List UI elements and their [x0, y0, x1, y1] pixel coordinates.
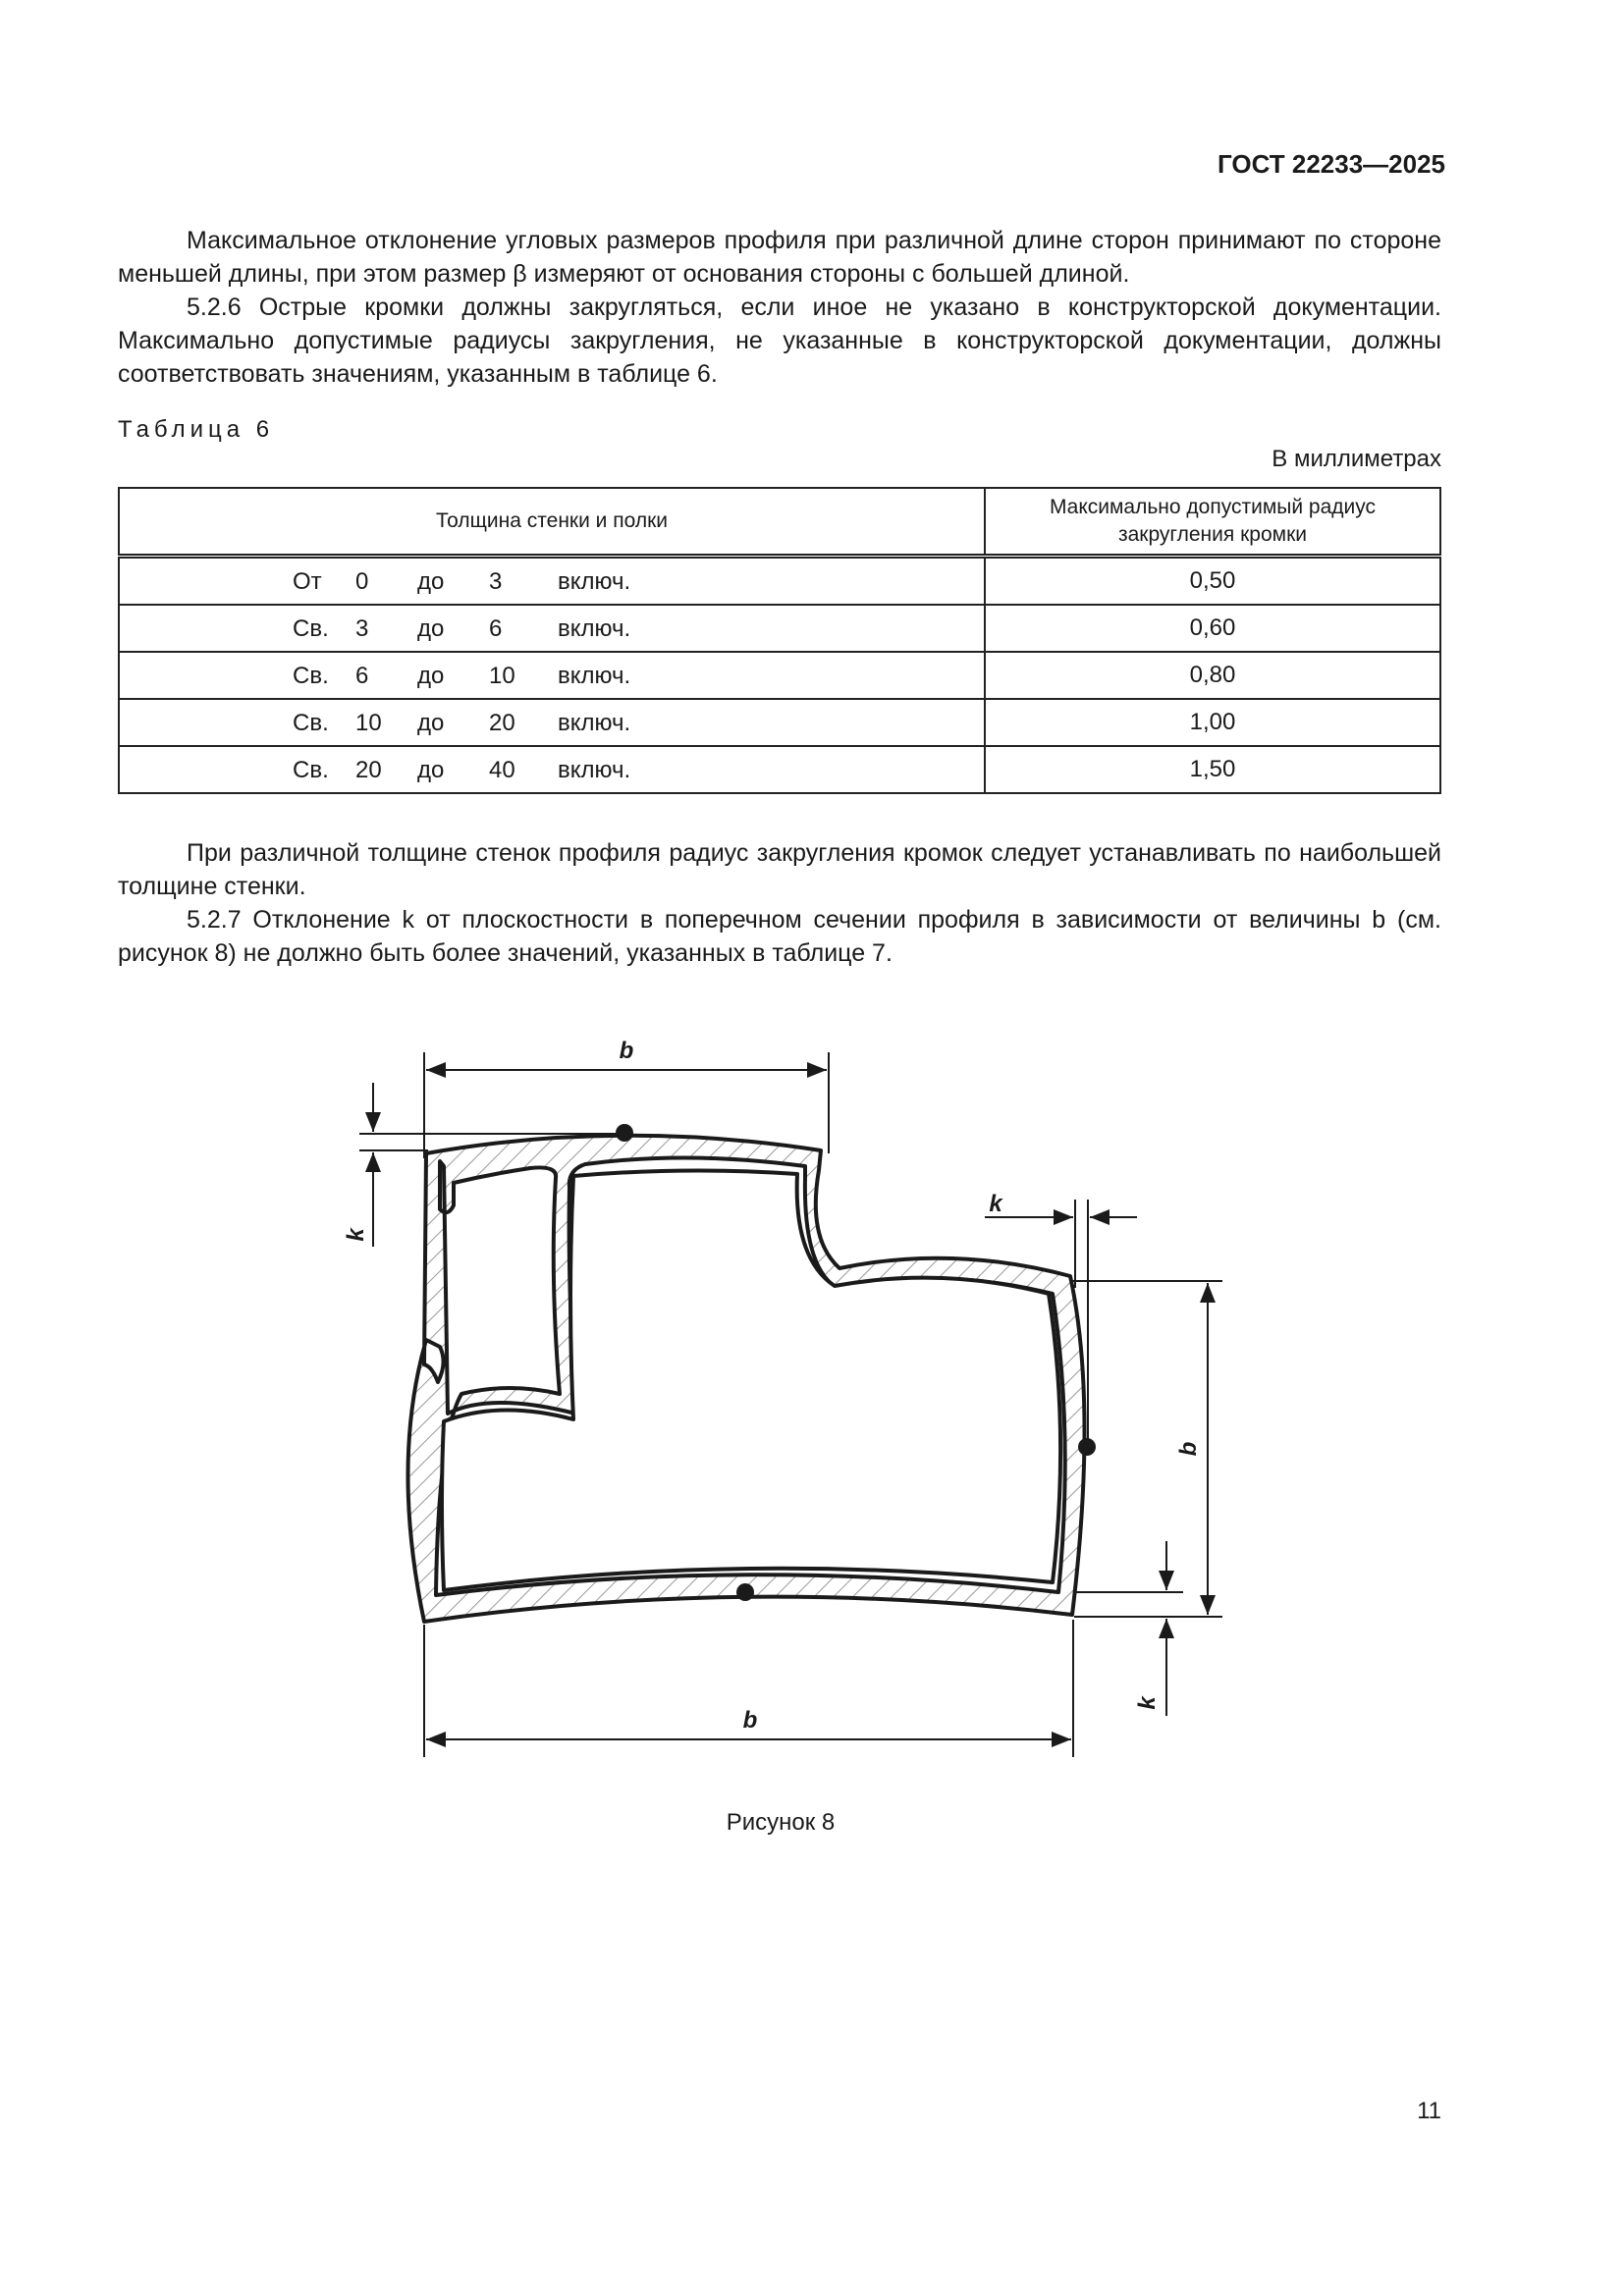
- range-to: 40: [489, 757, 515, 783]
- range-prefix: От: [293, 568, 322, 595]
- document-number: ГОСТ 22233—2025: [1218, 149, 1445, 179]
- page-number: 11: [1417, 2098, 1441, 2124]
- paragraph-thickness-note: При различной толщине стенок профиля радиус закругления кромок следует устанавливать по наибольшей толщине стенки.: [118, 839, 1441, 900]
- range-suffix: включ.: [558, 615, 631, 642]
- range-prefix: Св.: [293, 710, 329, 736]
- range-to: 20: [489, 710, 515, 736]
- range-to-word: до: [417, 615, 445, 642]
- range-to-word: до: [417, 568, 445, 595]
- contact-point-bottom: [736, 1583, 754, 1601]
- paragraph-5-2-7: 5.2.7 Отклонение k от плоскостности в поперечном сечении профиля в зависимости от величины b (см. рисунок 8) не должно быть более значений, указанных в таблице 7.: [118, 906, 1441, 967]
- dimension-k-bottom-right: [1074, 1541, 1183, 1716]
- paragraph-angle-deviation: Максимальное отклонение угловых размеров профиля при различной длине сторон принимают по стороне меньшей длины, при этом размер β измеряют от основания стороны с большей длиной.: [118, 227, 1441, 288]
- radius-value-cell: 0,60: [985, 605, 1440, 652]
- range-from: 20: [355, 757, 382, 783]
- profile-inner-contour: [442, 1170, 1060, 1590]
- range-to-word: до: [417, 663, 445, 689]
- paragraph-5-2-6: 5.2.6 Острые кромки должны закругляться, если иное не указано в конструкторской документации. Максимально допустимые радиусы закругления, не указанные в конструкторской документации, должны соответствовать значениям, указанным в таблице 6.: [118, 294, 1441, 388]
- range-to-word: до: [417, 710, 445, 736]
- header-radius: Максимально допустимый радиус закругления кромки: [985, 488, 1440, 557]
- range-from: 10: [355, 710, 382, 736]
- range-to: 6: [489, 615, 503, 642]
- range-suffix: включ.: [558, 663, 631, 689]
- range-suffix: включ.: [558, 568, 631, 595]
- table-units: В миллиметрах: [1272, 446, 1441, 472]
- range-to-word: до: [417, 757, 445, 783]
- radius-value-cell: 1,00: [985, 699, 1440, 746]
- dimension-b-bottom: [424, 1620, 1073, 1757]
- range-suffix: включ.: [558, 710, 631, 736]
- label-k-top-right: k: [989, 1191, 1002, 1217]
- radius-value-cell: 0,80: [985, 652, 1440, 699]
- range-prefix: Св.: [293, 663, 329, 689]
- label-b-top: b: [619, 1038, 634, 1064]
- label-k-bottom-right: k: [1134, 1696, 1161, 1710]
- range-to: 3: [489, 568, 503, 595]
- label-b-bottom: b: [742, 1707, 758, 1734]
- radius-value-cell: 0,50: [985, 557, 1440, 606]
- radius-value-cell: 1,50: [985, 746, 1440, 793]
- header-thickness: Толщина стенки и полки: [119, 488, 985, 557]
- range-to: 10: [489, 663, 515, 689]
- range-suffix: включ.: [558, 757, 631, 783]
- range-prefix: Св.: [293, 757, 329, 783]
- table-title: Таблица 6: [118, 416, 275, 443]
- figure-caption: Рисунок 8: [726, 1809, 836, 1836]
- range-from: 3: [355, 615, 369, 642]
- range-from: 0: [355, 568, 369, 595]
- range-prefix: Св.: [293, 615, 329, 642]
- range-from: 6: [355, 663, 369, 689]
- label-k-left: k: [343, 1228, 369, 1242]
- label-b-right: b: [1175, 1441, 1202, 1457]
